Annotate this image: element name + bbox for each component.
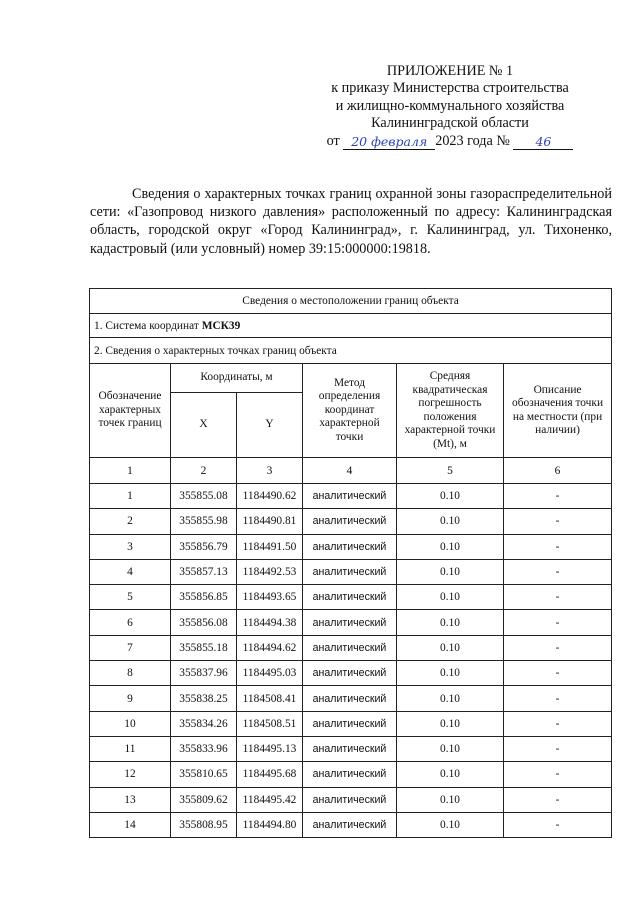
method-cell: аналитический bbox=[303, 812, 397, 837]
x-coordinate-cell: 355857.13 bbox=[171, 559, 237, 584]
column-number: 6 bbox=[504, 458, 612, 484]
table-row bbox=[90, 762, 612, 787]
order-line-1: к приказу Министерства строительства bbox=[331, 80, 569, 97]
column-number: 2 bbox=[171, 458, 237, 484]
y-coordinate-cell: 1184508.41 bbox=[237, 686, 303, 711]
x-coordinate-cell: 355855.98 bbox=[171, 509, 237, 534]
method-cell: аналитический bbox=[303, 762, 397, 787]
point-number-cell: 9 bbox=[90, 686, 171, 711]
y-coordinate-cell: 1184490.81 bbox=[237, 509, 303, 534]
column-number: 3 bbox=[237, 458, 303, 484]
accuracy-cell: 0.10 bbox=[397, 762, 504, 787]
accuracy-cell: 0.10 bbox=[397, 559, 504, 584]
x-coordinate-cell: 355856.08 bbox=[171, 610, 237, 635]
intro-paragraph: Сведения о характерных точках границ охранной зоны газораспределительной сети: «Газопровод низкого давления» расположенный по адресу: Калининградская область, городской округ «Город Калининград», г. Калининград, ул. Тихоненко, кадастровый (или условный) номер 39:15:000000:19818. bbox=[90, 186, 612, 257]
accuracy-cell: 0.10 bbox=[397, 585, 504, 610]
description-cell: - bbox=[504, 509, 612, 534]
point-number-cell: 13 bbox=[90, 787, 171, 812]
accuracy-cell: 0.10 bbox=[397, 686, 504, 711]
column-number-row bbox=[90, 458, 612, 484]
method-cell: аналитический bbox=[303, 559, 397, 584]
appendix-header bbox=[300, 63, 600, 150]
x-coordinate-cell: 355856.85 bbox=[171, 585, 237, 610]
table-row bbox=[90, 635, 612, 660]
x-coordinate-cell: 355809.62 bbox=[171, 787, 237, 812]
description-cell: - bbox=[504, 484, 612, 509]
table-row bbox=[90, 585, 612, 610]
date-prefix: от bbox=[326, 132, 340, 149]
point-number-cell: 3 bbox=[90, 534, 171, 559]
y-coordinate-cell: 1184495.13 bbox=[237, 736, 303, 761]
y-coordinate-cell: 1184495.68 bbox=[237, 762, 303, 787]
header-point: Обозначение характерных точек границ bbox=[90, 364, 171, 458]
table-row bbox=[90, 484, 612, 509]
coord-system-cell bbox=[90, 314, 612, 338]
point-number-cell: 10 bbox=[90, 711, 171, 736]
method-cell: аналитический bbox=[303, 686, 397, 711]
y-coordinate-cell: 1184508.51 bbox=[237, 711, 303, 736]
column-number: 4 bbox=[303, 458, 397, 484]
description-cell: - bbox=[504, 559, 612, 584]
x-coordinate-cell: 355838.25 bbox=[171, 686, 237, 711]
description-cell: - bbox=[504, 787, 612, 812]
accuracy-cell: 0.10 bbox=[397, 736, 504, 761]
table-row bbox=[90, 787, 612, 812]
method-cell: аналитический bbox=[303, 585, 397, 610]
point-number-cell: 4 bbox=[90, 559, 171, 584]
accuracy-cell: 0.10 bbox=[397, 711, 504, 736]
table-row bbox=[90, 812, 612, 837]
handwritten-order-number: 46 bbox=[513, 134, 573, 150]
y-coordinate-cell: 1184495.42 bbox=[237, 787, 303, 812]
table-row bbox=[90, 686, 612, 711]
x-coordinate-cell: 355837.96 bbox=[171, 661, 237, 686]
table-row bbox=[90, 559, 612, 584]
y-coordinate-cell: 1184493.65 bbox=[237, 585, 303, 610]
accuracy-cell: 0.10 bbox=[397, 787, 504, 812]
x-coordinate-cell: 355834.26 bbox=[171, 711, 237, 736]
header-y: Y bbox=[237, 393, 303, 458]
point-number-cell: 5 bbox=[90, 585, 171, 610]
table-row bbox=[90, 534, 612, 559]
point-number-cell: 14 bbox=[90, 812, 171, 837]
description-cell: - bbox=[504, 711, 612, 736]
point-number-cell: 11 bbox=[90, 736, 171, 761]
table-row bbox=[90, 711, 612, 736]
header-coords: Координаты, м bbox=[171, 364, 303, 393]
boundary-points-table bbox=[89, 288, 612, 838]
method-cell: аналитический bbox=[303, 635, 397, 660]
description-cell: - bbox=[504, 686, 612, 711]
coord-system-label: 1. Система координат bbox=[94, 319, 199, 332]
y-coordinate-cell: 1184494.62 bbox=[237, 635, 303, 660]
table-row bbox=[90, 736, 612, 761]
description-cell: - bbox=[504, 534, 612, 559]
description-cell: - bbox=[504, 812, 612, 837]
order-date-line bbox=[300, 133, 600, 150]
y-coordinate-cell: 1184494.38 bbox=[237, 610, 303, 635]
y-coordinate-cell: 1184495.03 bbox=[237, 661, 303, 686]
column-number: 1 bbox=[90, 458, 171, 484]
table-title: Сведения о местоположении границ объекта bbox=[90, 289, 612, 314]
method-cell: аналитический bbox=[303, 610, 397, 635]
point-number-cell: 2 bbox=[90, 509, 171, 534]
accuracy-cell: 0.10 bbox=[397, 635, 504, 660]
header-x: X bbox=[171, 393, 237, 458]
y-coordinate-cell: 1184492.53 bbox=[237, 559, 303, 584]
table-row bbox=[90, 661, 612, 686]
column-number: 5 bbox=[397, 458, 504, 484]
point-number-cell: 12 bbox=[90, 762, 171, 787]
description-cell: - bbox=[504, 585, 612, 610]
description-cell: - bbox=[504, 762, 612, 787]
accuracy-cell: 0.10 bbox=[397, 509, 504, 534]
description-cell: - bbox=[504, 736, 612, 761]
x-coordinate-cell: 355855.18 bbox=[171, 635, 237, 660]
accuracy-cell: 0.10 bbox=[397, 812, 504, 837]
x-coordinate-cell: 355833.96 bbox=[171, 736, 237, 761]
point-number-cell: 7 bbox=[90, 635, 171, 660]
header-method: Метод определения координат характерной точки bbox=[303, 364, 397, 458]
y-coordinate-cell: 1184490.62 bbox=[237, 484, 303, 509]
point-number-cell: 6 bbox=[90, 610, 171, 635]
x-coordinate-cell: 355810.65 bbox=[171, 762, 237, 787]
method-cell: аналитический bbox=[303, 509, 397, 534]
accuracy-cell: 0.10 bbox=[397, 484, 504, 509]
table-row bbox=[90, 509, 612, 534]
x-coordinate-cell: 355855.08 bbox=[171, 484, 237, 509]
method-cell: аналитический bbox=[303, 787, 397, 812]
section-2-label: 2. Сведения о характерных точках границ объекта bbox=[90, 338, 612, 364]
method-cell: аналитический bbox=[303, 534, 397, 559]
point-number-cell: 8 bbox=[90, 661, 171, 686]
accuracy-cell: 0.10 bbox=[397, 661, 504, 686]
accuracy-cell: 0.10 bbox=[397, 610, 504, 635]
description-cell: - bbox=[504, 635, 612, 660]
method-cell: аналитический bbox=[303, 661, 397, 686]
x-coordinate-cell: 355808.95 bbox=[171, 812, 237, 837]
y-coordinate-cell: 1184494.80 bbox=[237, 812, 303, 837]
order-line-2: и жилищно-коммунального хозяйства bbox=[335, 97, 565, 114]
header-description: Описание обозначения точки на местности (при наличии) bbox=[504, 364, 612, 458]
handwritten-date: 20 февраля bbox=[343, 134, 435, 150]
method-cell: аналитический bbox=[303, 484, 397, 509]
appendix-title: ПРИЛОЖЕНИЕ № 1 bbox=[386, 63, 514, 79]
point-number-cell: 1 bbox=[90, 484, 171, 509]
description-cell: - bbox=[504, 610, 612, 635]
header-accuracy: Средняя квадратическая погрешность положения характерной точки (Mt), м bbox=[397, 364, 504, 458]
coord-system-value: МСК39 bbox=[201, 319, 241, 332]
description-cell: - bbox=[504, 661, 612, 686]
x-coordinate-cell: 355856.79 bbox=[171, 534, 237, 559]
method-cell: аналитический bbox=[303, 736, 397, 761]
table-row bbox=[90, 610, 612, 635]
accuracy-cell: 0.10 bbox=[397, 534, 504, 559]
date-year: 2023 года № bbox=[435, 132, 510, 149]
order-line-3: Калининградской области bbox=[371, 115, 529, 132]
method-cell: аналитический bbox=[303, 711, 397, 736]
y-coordinate-cell: 1184491.50 bbox=[237, 534, 303, 559]
